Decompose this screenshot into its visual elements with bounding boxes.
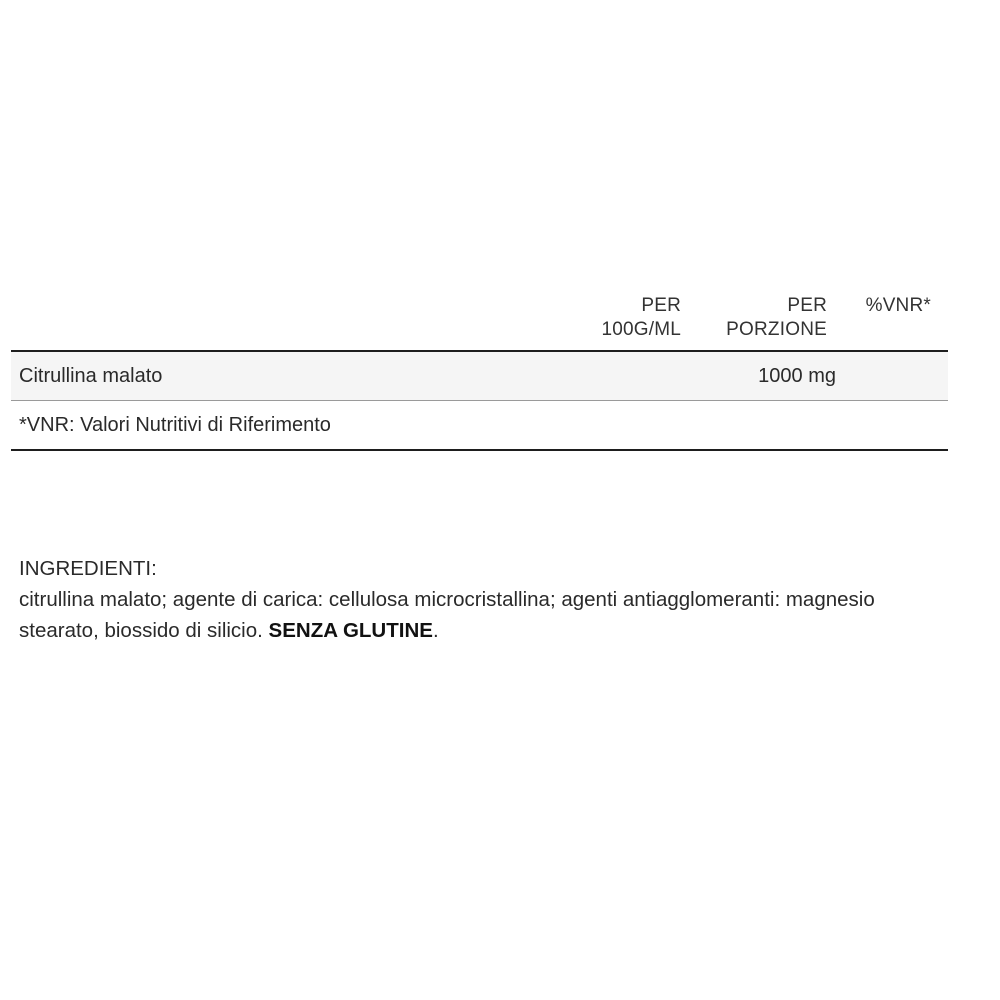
header-per-portion-line2: PORZIONE: [726, 319, 827, 340]
nutrient-name: Citrullina malato: [19, 365, 163, 387]
header-vnr: [866, 294, 931, 318]
table-row: [11, 352, 948, 401]
gluten-free-label: SENZA GLUTINE: [268, 619, 433, 642]
header-per-100g: [601, 294, 681, 342]
header-per-100g-line2: 100G/ML: [601, 319, 681, 340]
ingredients-text: citrullina malato; agente di carica: cellulosa microcristallina; agenti antiagglomeranti: magnesio stearato, biossido di silicio.: [19, 588, 875, 642]
ingredients-end: .: [432, 619, 439, 642]
header-per-100g-line1: PER: [641, 295, 681, 316]
nutrition-table: [11, 290, 948, 451]
table-header: [11, 290, 948, 352]
header-vnr-label: %VNR*: [865, 295, 931, 316]
nutrient-per-portion-value: 1000 mg: [758, 365, 836, 387]
header-per-portion-line1: PER: [787, 295, 827, 316]
header-per-portion: [726, 294, 827, 342]
ingredients-section: [19, 553, 959, 646]
vnr-footnote: *VNR: Valori Nutritivi di Riferimento: [19, 414, 331, 436]
table-footnote-row: [11, 401, 948, 451]
ingredients-heading: INGREDIENTI:: [19, 557, 157, 580]
